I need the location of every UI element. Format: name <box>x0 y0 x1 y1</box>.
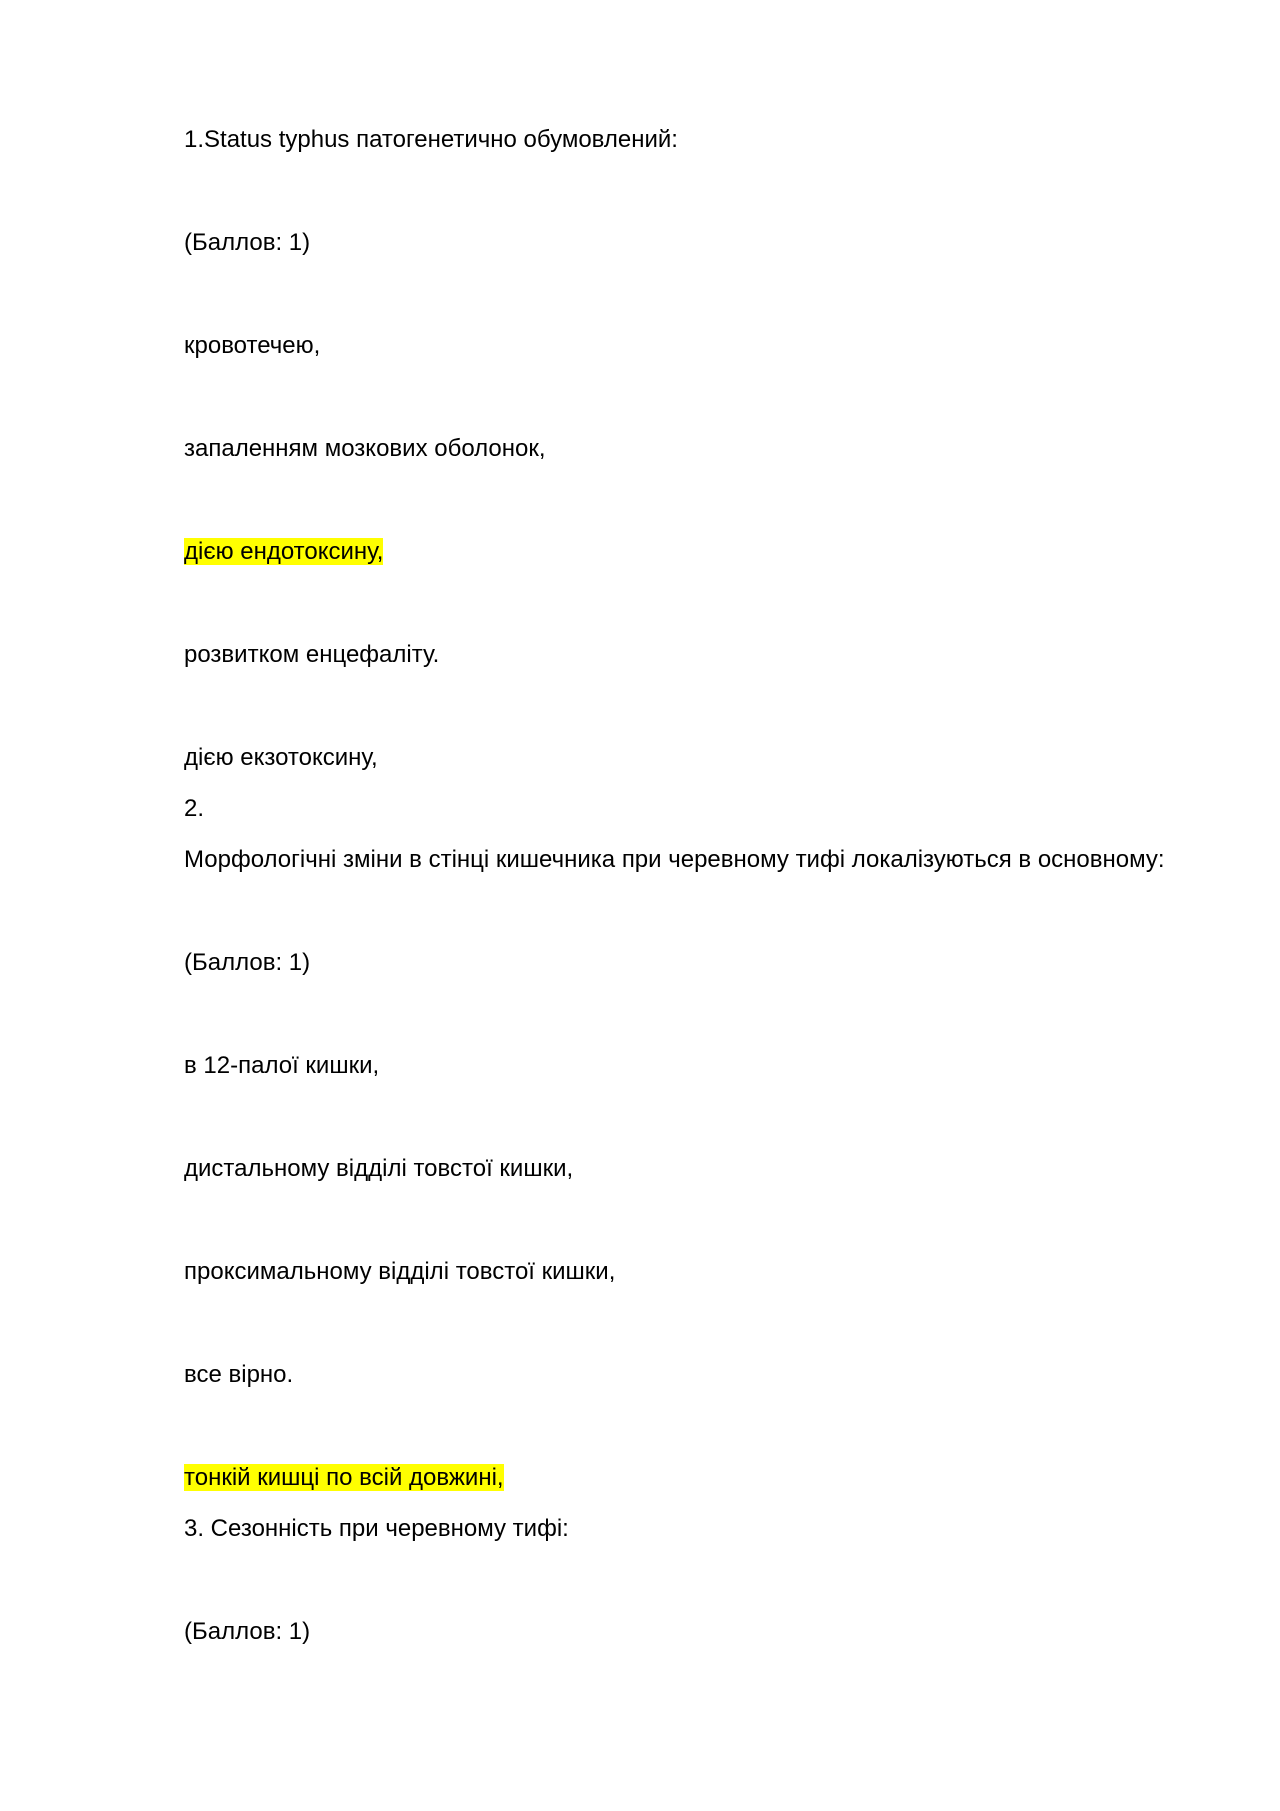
question-2-option-5-highlighted <box>184 1463 504 1493</box>
question-1-points: (Баллов: 1) <box>184 229 311 256</box>
question-1-text: 1.Status typhus патогенетично обумовлений: <box>184 126 678 153</box>
question-2-option-1: в 12-палої кишки, <box>184 1052 380 1079</box>
question-2-option-2: дистальному відділі товстої кишки, <box>184 1155 574 1182</box>
question-1-option-3-highlighted <box>184 537 383 567</box>
question-2-option-4: все вірно. <box>184 1361 294 1388</box>
question-2-number: 2. <box>184 795 205 822</box>
question-1-option-5: дією екзотоксину, <box>184 744 378 771</box>
highlighted-answer: дією ендотоксину, <box>184 538 384 565</box>
question-1-option-1: кровотечею, <box>184 332 321 359</box>
question-2-points: (Баллов: 1) <box>184 949 311 976</box>
question-1-option-2: запаленням мозкових оболонок, <box>184 435 546 462</box>
question-2-option-3: проксимальному відділі товстої кишки, <box>184 1258 616 1285</box>
question-3-text: 3. Сезонність при черевному тифі: <box>184 1515 569 1542</box>
highlighted-answer: тонкій кишці по всій довжині, <box>184 1464 504 1491</box>
question-2-text: Морфологічні зміни в стінці кишечника при черевному тифі локалізуються в основному: <box>184 846 1165 873</box>
question-1-option-4: розвитком енцефаліту. <box>184 641 440 668</box>
question-3-points: (Баллов: 1) <box>184 1618 311 1645</box>
